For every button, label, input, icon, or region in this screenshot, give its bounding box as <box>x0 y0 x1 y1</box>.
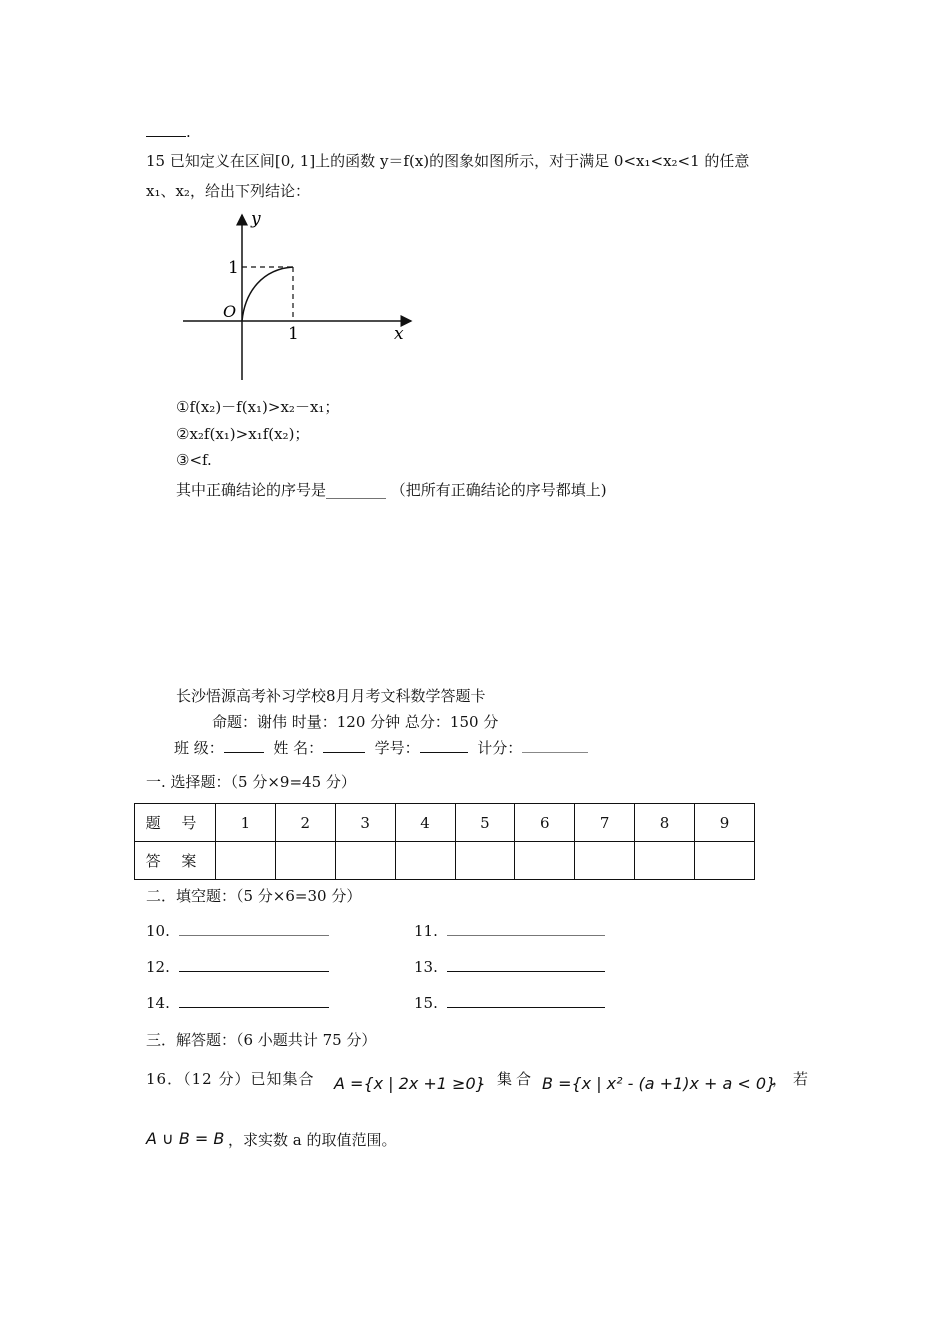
row1-header: 题 号 <box>135 804 216 842</box>
answer-cell[interactable] <box>575 842 635 880</box>
q16-ruo: ，若 <box>772 1070 815 1088</box>
card-info-row <box>174 737 588 758</box>
answer-cell[interactable] <box>395 842 455 880</box>
fill-item-10 <box>146 921 329 940</box>
y-tick-label: 1 <box>228 258 239 278</box>
question-number-cell: 3 <box>335 804 395 842</box>
choice-answer-table <box>134 803 755 880</box>
q15-conclusion-2: ②x₂f(x₁)>x₁f(x₂)； <box>176 425 310 443</box>
y-axis-label: y <box>251 209 261 229</box>
q15-line2: x₁、x₂，给出下列结论： <box>146 182 310 200</box>
fill-item-11 <box>414 921 605 940</box>
name-field[interactable] <box>323 738 365 753</box>
x-axis-label: x <box>394 324 404 344</box>
fill-answer-blank[interactable] <box>179 957 329 972</box>
fill-answer-blank[interactable] <box>179 993 329 1008</box>
question-number-cell: 6 <box>515 804 575 842</box>
question-number-cell: 1 <box>216 804 276 842</box>
fill-answer-blank[interactable] <box>447 957 605 972</box>
id-field[interactable] <box>420 738 468 753</box>
q16-request: ，求实数 a 的取值范围。 <box>228 1131 397 1149</box>
table-row <box>135 842 755 880</box>
x-tick-label: 1 <box>288 324 299 344</box>
question-number-cell: 8 <box>635 804 695 842</box>
q15-graph <box>175 205 420 385</box>
fill-item-14 <box>146 993 329 1012</box>
section3-title: 三．解答题：（6 小题共计 75 分） <box>146 1031 377 1049</box>
card-title: 长沙悟源高考补习学校8月月考文科数学答题卡 <box>176 687 486 705</box>
fill-item-number: 10. <box>146 922 170 940</box>
function-curve <box>242 267 293 321</box>
fill-item-number: 15. <box>414 994 438 1012</box>
q16-mid: ，集合 <box>478 1070 536 1088</box>
question-number-cell: 2 <box>275 804 335 842</box>
q16-set-b: B ={x | x² - (a +1)x + a < 0} <box>542 1074 777 1093</box>
name-label: 姓 名： <box>273 739 324 757</box>
question-number-cell: 9 <box>695 804 755 842</box>
class-field[interactable] <box>224 738 264 753</box>
section2-title: 二．填空题：（5 分×6=30 分） <box>146 887 362 905</box>
fill-item-number: 11. <box>414 922 438 940</box>
fill-item-number: 12. <box>146 958 170 976</box>
question-number-cell: 4 <box>395 804 455 842</box>
row2-header: 答 案 <box>135 842 216 880</box>
answer-cell[interactable] <box>335 842 395 880</box>
fill-answer-blank[interactable] <box>179 921 329 936</box>
q16-prefix: 16．（12 分）已知集合 <box>146 1070 315 1088</box>
score-field[interactable] <box>522 738 588 753</box>
q15-ask: 其中正确结论的序号是________ （把所有正确结论的序号都填上) <box>176 481 607 499</box>
prev-end-mark: . <box>186 123 191 141</box>
table-row <box>135 804 755 842</box>
answer-cell[interactable] <box>515 842 575 880</box>
answer-cell[interactable] <box>455 842 515 880</box>
class-label: 班 级： <box>174 739 224 757</box>
q16-set-a: A ={x | 2x +1 ≥0} <box>334 1074 486 1093</box>
answer-cell[interactable] <box>275 842 335 880</box>
fill-answer-blank[interactable] <box>447 993 605 1008</box>
answer-cell[interactable] <box>695 842 755 880</box>
fill-item-13 <box>414 957 605 976</box>
fill-item-12 <box>146 957 329 976</box>
answer-cell[interactable] <box>216 842 276 880</box>
fill-item-number: 14. <box>146 994 170 1012</box>
q16-condition: A ∪ B = B <box>146 1129 225 1148</box>
origin-label: O <box>223 302 237 321</box>
q15-conclusion-3: ③<f. <box>176 451 212 469</box>
answer-cell[interactable] <box>635 842 695 880</box>
fill-item-number: 13. <box>414 958 438 976</box>
fill-answer-blank[interactable] <box>447 921 605 936</box>
q15-line1: 15 已知定义在区间[0, 1]上的函数 y＝f(x)的图象如图所示，对于满足 0<x₁<x₂<1 的任意 <box>146 152 750 170</box>
card-meta: 命题：谢伟 时量：120 分钟 总分：150 分 <box>212 713 499 731</box>
section1-title: 一. 选择题：（5 分×9=45 分） <box>146 773 356 791</box>
prev-answer-blank[interactable] <box>146 122 191 141</box>
id-label: 学号： <box>374 739 420 757</box>
question-number-cell: 5 <box>455 804 515 842</box>
question-number-cell: 7 <box>575 804 635 842</box>
fill-item-15 <box>414 993 605 1012</box>
score-label: 计分： <box>477 739 523 757</box>
q15-conclusion-1: ①f(x₂)－f(x₁)>x₂－x₁； <box>176 398 340 416</box>
